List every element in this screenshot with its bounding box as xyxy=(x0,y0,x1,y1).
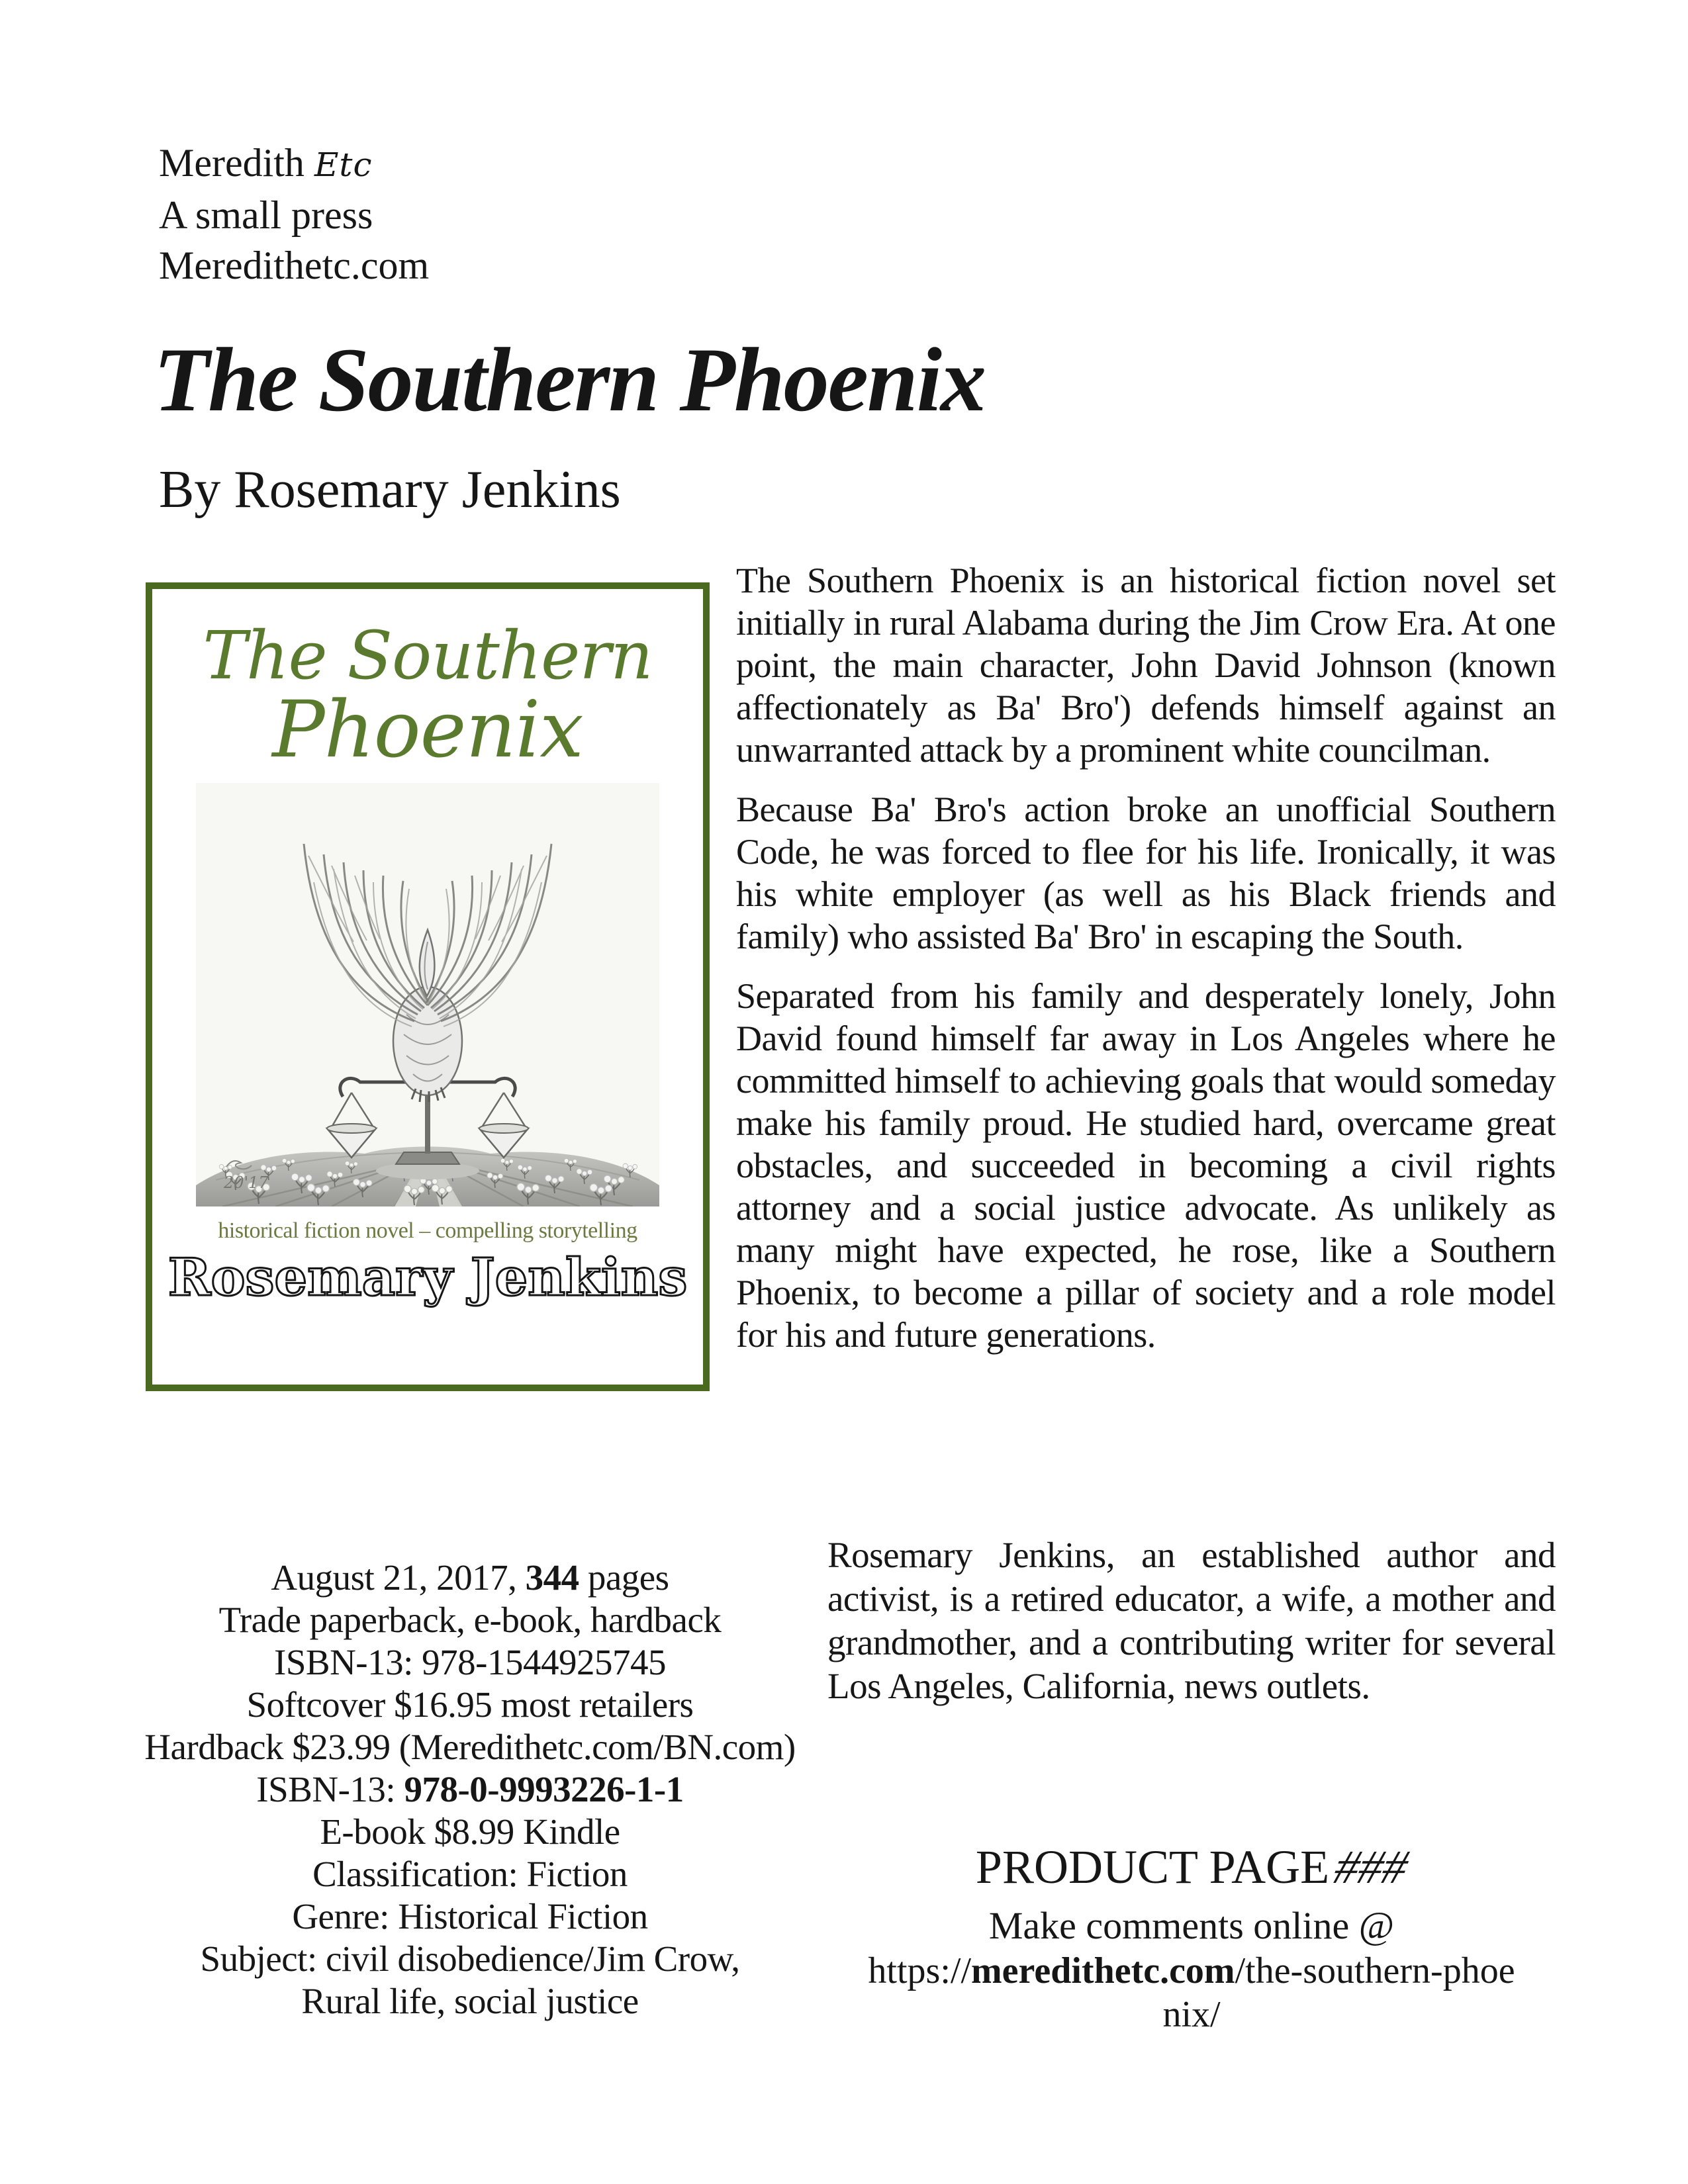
phoenix-illustration xyxy=(196,783,659,1206)
publisher-website-link[interactable]: Meredithetc.com xyxy=(159,244,430,287)
detail-line-softcover-price: Softcover $16.95 most retailers xyxy=(246,1684,694,1725)
synopsis-paragraph-3: Separated from his family and desperately lonely, John David found himself far away in Los Angeles where he committed himself to achieving goals that would someday make his family proud. He studied hard, overcame great obstacles, and succeeded in becoming a civil rights attorney and a social justice advocate. As unlikely as many might have expected, he rose, like a Southern Phoenix, to become a pillar of society and a role model for his and future generations. xyxy=(736,976,1556,1355)
url-scheme: https:// xyxy=(868,1950,972,1992)
detail-date: August 21, 2017, xyxy=(271,1557,526,1598)
detail-line-date-pages xyxy=(99,1557,841,1599)
detail-line-genre: Genre: Historical Fiction xyxy=(292,1896,648,1936)
product-page-section xyxy=(827,1841,1556,2036)
detail-page-count: 344 xyxy=(525,1557,579,1598)
book-cover xyxy=(146,582,710,1391)
cover-author-name: Rosemary Jenkins xyxy=(167,1248,688,1308)
synopsis-paragraph-2: Because Ba' Bro's action broke an unofficial Southern Code, he was forced to flee for his life. Ironically, it was his white employer (as well as his Black friends and family) who assisted Ba' Bro' in escaping the South. xyxy=(736,790,1556,956)
url-domain: meredithetc.com xyxy=(971,1950,1235,1992)
detail-line-classification: Classification: Fiction xyxy=(312,1854,628,1894)
detail-line-isbn-hardback xyxy=(99,1768,841,1811)
publication-details xyxy=(99,1557,841,2023)
publisher-block xyxy=(159,138,429,291)
product-page-number-placeholder: ### xyxy=(1326,1841,1417,1893)
cover-title-line1: The Southern xyxy=(203,617,653,694)
detail-isbn-number: 978-0-9993226-1-1 xyxy=(404,1769,684,1809)
detail-pages-label: pages xyxy=(579,1557,669,1598)
publisher-tagline: A small press xyxy=(159,193,373,237)
url-path: /the-southern-phoenix/ xyxy=(1162,1950,1515,2036)
page-title: The Southern Phoenix xyxy=(154,329,985,430)
cover-tagline: historical fiction novel – compelling storytelling xyxy=(218,1218,637,1243)
publisher-etc-script: Etc xyxy=(314,146,373,184)
detail-line-ebook-price: E-book $8.99 Kindle xyxy=(320,1811,620,1852)
product-url-link[interactable] xyxy=(864,1949,1519,2036)
detail-line-subject-cont: Rural life, social justice xyxy=(301,1981,639,2021)
byline: By Rosemary Jenkins xyxy=(159,461,621,519)
detail-line-isbn-paperback: ISBN-13: 978-1544925745 xyxy=(274,1642,666,1682)
detail-line-hardback-price: Hardback $23.99 (Meredithetc.com/BN.com) xyxy=(144,1727,796,1767)
synopsis-paragraph-1: The Southern Phoenix is an historical fiction novel set initially in rural Alabama during the Jim Crow Era. At one point, the main character, John David Johnson (known affectionately as Ba' Bro') defends himself against an unwarranted attack by a prominent white councilman. xyxy=(736,561,1556,770)
publisher-name: Meredith xyxy=(159,141,305,185)
cover-author-outline-text xyxy=(163,1245,692,1314)
detail-line-formats: Trade paperback, e-book, hardback xyxy=(218,1600,722,1640)
main-content xyxy=(142,559,1556,1404)
product-page-heading-text: PRODUCT PAGE xyxy=(975,1841,1330,1893)
author-bio: Rosemary Jenkins, an established author and activist, is a retired educator, a wife, a mother and grandmother, and a contributing writer for several Los Angeles, California, news outlets. xyxy=(827,1535,1556,1706)
comments-cta: Make comments online @ xyxy=(988,1904,1395,1948)
publisher-name-line xyxy=(159,138,429,190)
artist-signature: 20'17 xyxy=(224,1173,269,1192)
product-page-heading xyxy=(827,1841,1556,1893)
cover-title-line2: Phoenix xyxy=(272,684,583,775)
detail-line-subject: Subject: civil disobedience/Jim Crow, xyxy=(200,1938,740,1979)
detail-isbn-label: ISBN-13: xyxy=(256,1769,404,1809)
